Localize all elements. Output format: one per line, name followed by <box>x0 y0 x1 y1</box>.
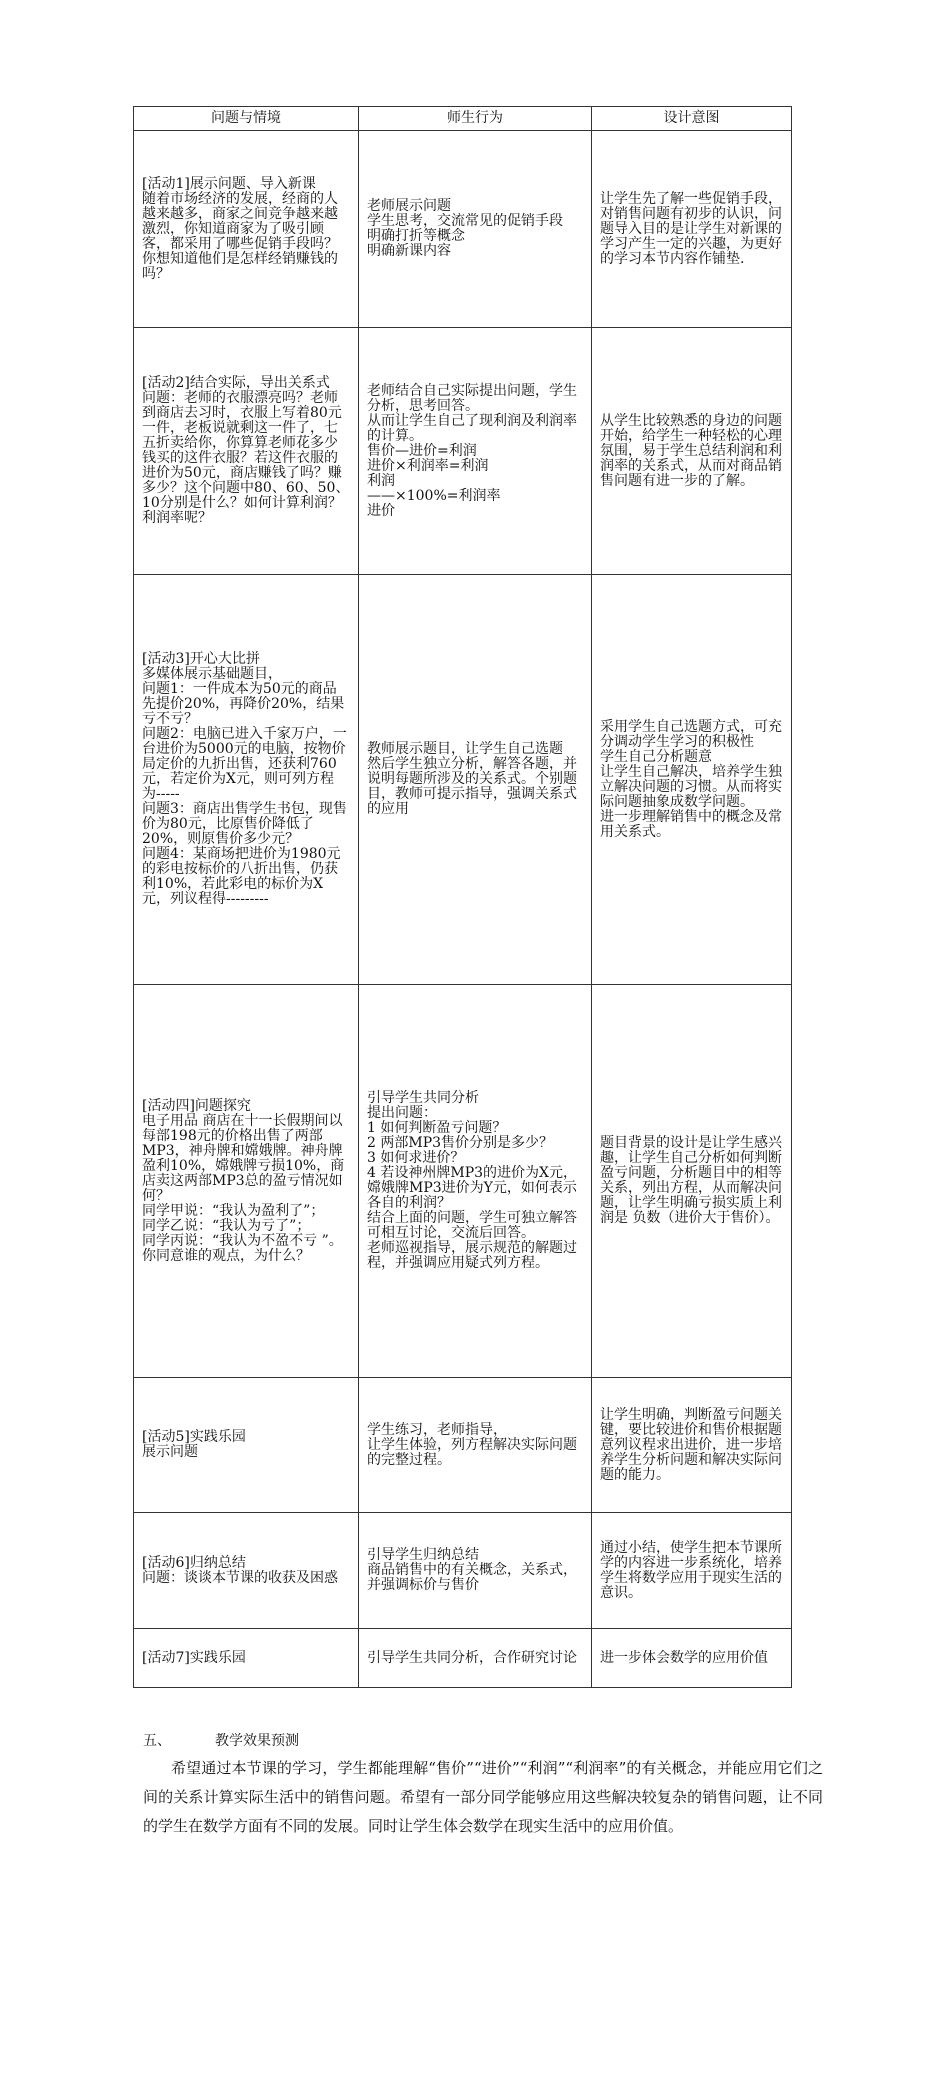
table-row <box>134 1629 792 1688</box>
situation-text: [活动5]实践乐园 展示问题 <box>142 1429 246 1460</box>
intent-cell <box>592 1629 792 1688</box>
section-heading <box>143 1728 823 1754</box>
intent-text: 从学生比较熟悉的身边的问题开始，给学生一种轻松的心理氛围，易于学生总结利润和利润率的关系式，从而对商品销售问题有进一步的了解。 <box>600 412 782 489</box>
behavior-text: 引导学生共同分析，合作研究讨论 <box>367 1649 577 1666</box>
behavior-text: 引导学生共同分析 提出问题： 1 如何判断盈亏问题？ 2 两部MP3售价分别是多少？ 3 如何求进价？ 4 若设神州牌MP3的进价为X元，嫦娥牌MP3进价为Y元，如何表示各自的利润？ 结合上面的问题，学生可独立解答可相互讨论，交流后回答。 老师巡视指导，展示规范的解题过程，并强调应用疑式列方程。 <box>367 1090 577 1271</box>
header-intent: 设计意图 <box>592 107 792 131</box>
behavior-cell <box>359 985 592 1378</box>
header-behavior: 师生行为 <box>359 107 592 131</box>
behavior-text: 老师展示问题 学生思考，交流常见的促销手段 明确打折等概念 明确新课内容 <box>367 198 563 259</box>
intent-cell <box>592 131 792 328</box>
situation-text: [活动四]问题探究 电子用品 商店在十一长假期间以每部198元的价格出售了两部MP3，神舟牌和嫦娥牌。神舟牌盈利10%，嫦娥牌亏损10%，商店卖这两部MP3总的盈亏情况如何？ 同学甲说：“我认为盈利了”； 同学乙说：“我认为亏了”； 同学丙说：“我认为不盈不亏 ”。 你同意谁的观点，为什么？ <box>142 1097 345 1264</box>
intent-text: 让学生明确，判断盈亏问题关键，要比较进价和售价根据题意列议程求出进价，进一步培养学生分析问题和解决实际问题的能力。 <box>600 1406 782 1483</box>
header-situation: 问题与情境 <box>134 107 359 131</box>
situation-text: [活动1]展示问题、导入新课 随着市场经济的发展，经商的人越来越多，商家之间竞争越来越激烈，你知道商家为了吸引顾客，都采用了哪些促销手段吗？你想知道他们是怎样经销赚钱的吗？ <box>142 175 338 282</box>
intent-text: 通过小结，使学生把本节课所学的内容进一步系统化，培养学生将数学应用于现实生活的意识。 <box>600 1539 782 1601</box>
behavior-cell <box>359 1378 592 1513</box>
intent-cell <box>592 1513 792 1629</box>
intent-cell <box>592 575 792 985</box>
section-teaching-effect <box>143 1728 823 1841</box>
table-row <box>134 1378 792 1513</box>
behavior-cell <box>359 328 592 575</box>
lesson-plan-table <box>133 106 792 1688</box>
behavior-cell <box>359 575 592 985</box>
table-row <box>134 1513 792 1629</box>
situation-cell <box>134 1513 359 1629</box>
table-row <box>134 575 792 985</box>
section-number: 五、 <box>143 1733 171 1749</box>
intent-text: 采用学生自己选题方式，可充分调动学生学习的积极性 学生自己分析题意 让学生自己解决，培养学生独立解决问题的习惯。从而将实际问题抽象成数学问题。 进一步理解销售中的概念及常用关系式。 <box>600 718 782 840</box>
intent-text: 进一步体会数学的应用价值 <box>600 1649 768 1666</box>
behavior-cell <box>359 1513 592 1629</box>
situation-text: [活动7]实践乐园 <box>142 1649 246 1666</box>
intent-text: 题目背景的设计是让学生感兴趣，让学生自己分析如何判断盈亏问题，分析题目中的相等关系，列出方程，从而解决问题，让学生明确亏损实质上利润是 负数（进价大于售价）。 <box>600 1135 782 1226</box>
section-body: 希望通过本节课的学习，学生都能理解“售价”“进价”“利润”“利润率”的有关概念，并能应用它们之间的关系计算实际生活中的销售问题。希望有一部分同学能够应用这些解决较复杂的销售问题，让不同的学生在数学方面有不同的发展。同时让学生体会数学在现实生活中的应用价值。 <box>143 1759 823 1835</box>
table-row <box>134 328 792 575</box>
situation-text: [活动6]归纳总结 问题：谈谈本节课的收获及困惑 <box>142 1554 338 1586</box>
situation-cell <box>134 328 359 575</box>
intent-cell <box>592 328 792 575</box>
situation-text: [活动3]开心大比拼 多媒体展示基础题目， 问题1：一件成本为50元的商品先提价20%，再降价20%，结果亏不亏？ 问题2：电脑已进入千家万户，一台进价为5000元的电脑，按物价局定价的九折出售，还获利760元，若定价为X元，则可列方程为----- 问题3：商店出售学生书包，现售价为80元，比原售价降低了20%，则原售价多少元？ 问题4：某商场把进价为1980元的彩电按标价的八折出售，仍获利10%，若此彩电的标价为X元，列议程得--------- <box>142 651 347 907</box>
situation-cell <box>134 131 359 328</box>
table-row <box>134 985 792 1378</box>
situation-cell <box>134 575 359 985</box>
situation-cell <box>134 1378 359 1513</box>
behavior-text: 老师结合自己实际提出问题，学生分析，思考回答。 从而让学生自己了现利润及利润率的计算。 售价—进价=利润 进价×利润率=利润 利润 ——×100%=利润率 进价 <box>367 382 577 519</box>
situation-cell <box>134 1629 359 1688</box>
intent-cell <box>592 1378 792 1513</box>
section-title: 教学效果预测 <box>215 1733 299 1749</box>
situation-cell <box>134 985 359 1378</box>
situation-text: [活动2]结合实际，导出关系式 问题：老师的衣服漂亮吗？老师到商店去习时，衣服上写着80元一件，老板说就剩这一件了，七五折卖给你，你算算老师花多少钱买的这件衣服？若这件衣服的进价为50元，商店赚钱了吗？赚多少？这个问题中80、60、50、10分别是什么？如何计算利润？利润率呢？ <box>142 375 350 526</box>
behavior-text: 学生练习，老师指导， 让学生体验，列方程解决实际问题的完整过程。 <box>367 1421 577 1468</box>
behavior-text: 引导学生归纳总结 商品销售中的有关概念，关系式，并强调标价与售价 <box>367 1547 577 1593</box>
intent-text: 让学生先了解一些促销手段，对销售问题有初步的认识，问题导入目的是让学生对新课的学习产生一定的兴趣，为更好的学习本节内容作铺垫. <box>600 190 782 267</box>
behavior-cell <box>359 1629 592 1688</box>
behavior-cell <box>359 131 592 328</box>
table-row <box>134 131 792 328</box>
table-header-row <box>134 107 792 131</box>
behavior-text: 教师展示题目，让学生自己选题 然后学生独立分析，解答各题，并说明每题所涉及的关系式。个别题目，教师可提示指导，强调关系式的应用 <box>367 741 577 817</box>
intent-cell <box>592 985 792 1378</box>
